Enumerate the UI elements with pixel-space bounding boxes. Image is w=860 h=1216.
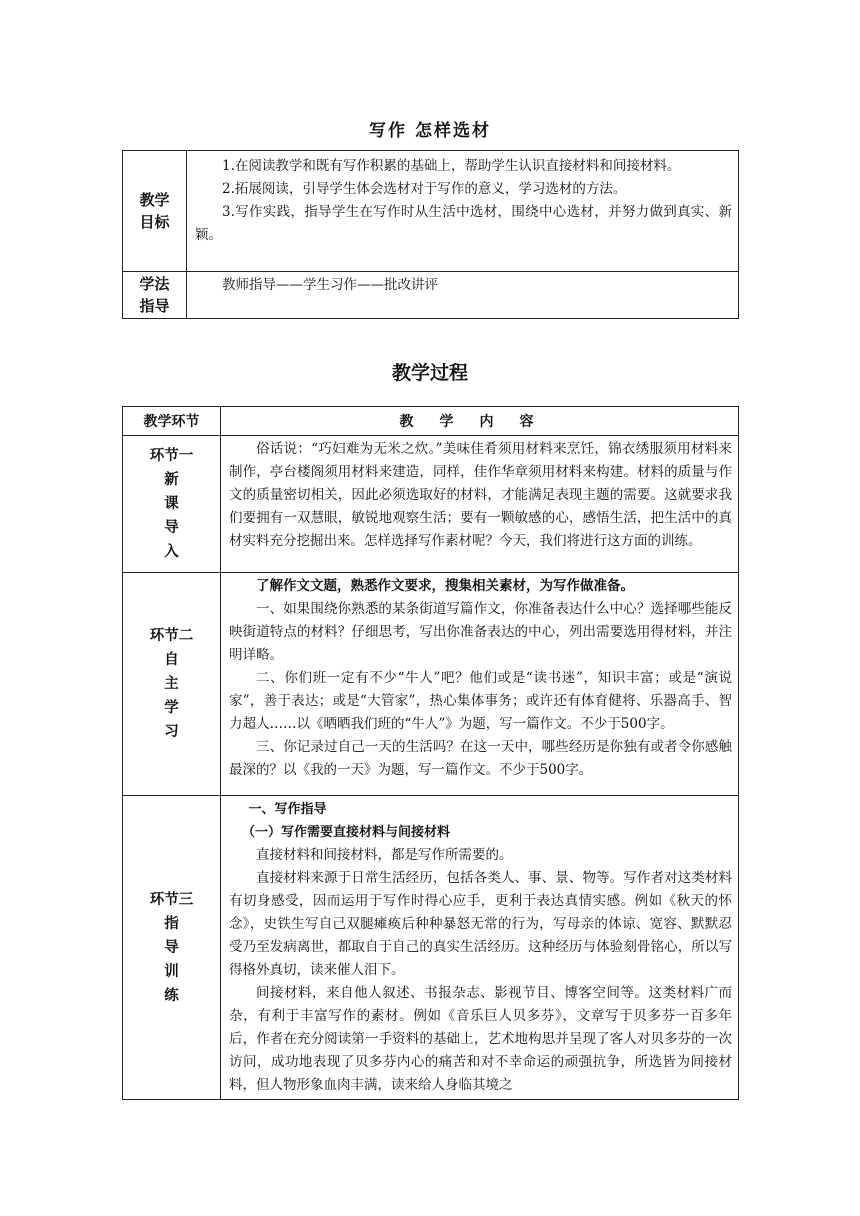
content-paragraph: 直接材料和间接材料，都是写作所需要的。 (256, 847, 513, 863)
content-paragraph: 直接材料来源于日常生活经历，包括各类人、事、景、物等。写作者对这类材料有切身感受，因而运用于写作时得心应手，更利于表达真情实感。例如《秋天的怀念》，史铁生写自己双腿瘫痪后种种暴怒无常的行为，写母亲的体谅、宽容、默默忍受乃至发病离世，都取自于自己的真实生活经历。这种经历与体验刻骨铭心，所以写得格外真切，读来催人泪下。 (229, 870, 732, 978)
stage-label-line: 环节一 (149, 448, 194, 464)
header-stage: 教学环节 (123, 407, 221, 436)
stage-lead: 了解作文文题，熟悉作文要求，搜集相关素材，为写作做准备。 (256, 578, 634, 594)
stage-label-line: 自 (164, 652, 179, 668)
stage-label-line: 入 (164, 544, 179, 560)
header-content-cell (221, 407, 739, 436)
stage-label-line: 训 (164, 963, 179, 980)
method-content (187, 272, 739, 319)
content-paragraph: 间接材料，来自他人叙述、书报杂志、影视节目、博客空间等。这类材料广而杂，有利于丰富写作的素材。例如《音乐巨人贝多芬》，文章写于贝多芬一百多年后，作者在充分阅读第一手资料的基础上，艺术地构思并呈现了客人对贝多芬的一次访问，成功地表现了贝多芬内心的痛苦和对不幸命运的顽强抗争，所选皆为间接材料，但人物形象血肉丰满，读来给人身临其境之 (229, 985, 732, 1093)
header-content: 教学内容 (399, 414, 560, 430)
objective-item: 2.拓展阅读，引导学生体会选材对于写作的意义，学习选材的方法。 (222, 181, 627, 197)
process-header-row (123, 407, 739, 436)
stage-label-cell (123, 436, 221, 573)
stage-content (221, 436, 739, 573)
content-paragraph: 一、如果围绕你熟悉的某条街道写篇作文，你准备表达什么中心？选择哪些能反映街道特点的材料？仔细思考，写出你准备表达的中心，列出需要选用得材料，并注明详略。 (229, 601, 732, 663)
stage-label-line: 学 (164, 700, 179, 716)
content-paragraph: 二、你们班一定有不少“牛人”吧？他们或是“读书迷”，知识丰富；或是“演说家”，善于表达；或是“大管家”，热心集体事务；或许还有体育健将、乐器高手、智力超人……以《晒晒我们班的“牛人”》为题，写一篇作文。不少于500字。 (229, 670, 732, 732)
stage-row-2 (123, 573, 739, 796)
stage-label-line: 导 (164, 939, 179, 956)
stage-label-cell (123, 573, 221, 796)
stage-label-line: 练 (164, 987, 179, 1004)
objectives-row (123, 151, 739, 272)
method-row (123, 272, 739, 319)
stage-label-line: 导 (164, 520, 179, 536)
stage-content (221, 796, 739, 1100)
stage-label-line: 环节二 (149, 628, 194, 644)
stage-label-line: 环节三 (149, 891, 194, 908)
content-paragraph: 俗话说：“巧妇难为无米之炊。”美味佳肴须用材料来烹饪，锦衣绣服须用材料来制作，亭台楼阁须用材料来建造，同样，佳作华章须用材料来构建。材料的质量与作文的质量密切相关，因此必须选取好的材料，才能满足表现主题的需要。这就要求我们要拥有一双慧眼，敏锐地观察生活；要有一颗敏感的心，感悟生活，把生活中的真材实料充分挖掘出来。怎样选择写作素材呢？今天，我们将进行这方面的训练。 (229, 441, 732, 549)
method-label-cell (123, 272, 187, 319)
stage-content (221, 573, 739, 796)
objectives-content (187, 151, 739, 272)
page-title: 写作 怎样选材 (369, 121, 491, 141)
stage-label-line: 习 (164, 724, 179, 740)
stage-label-line: 新 (164, 472, 179, 488)
stage-label-line: 课 (164, 496, 179, 512)
stage-label-line: 指 (164, 915, 179, 932)
process-title: 教学过程 (391, 362, 468, 384)
stage-label-line: 主 (164, 676, 179, 692)
objectives-table (122, 150, 739, 319)
subsection-heading: （一）写作需要直接材料与间接材料 (242, 825, 451, 840)
objectives-label-cell (123, 151, 187, 272)
method-label: 学法指导 (139, 275, 170, 315)
objective-item: 3.写作实践，指导学生在写作时从生活中选材，围绕中心选材，并努力做到真实、新颖。 (195, 204, 732, 243)
stage-row-1 (123, 436, 739, 573)
objective-item: 1.在阅读教学和既有写作积累的基础上，帮助学生认识直接材料和间接材料。 (222, 158, 681, 174)
content-paragraph: 三、你记录过自己一天的生活吗？在这一天中，哪些经历是你独有或者令你感触最深的？以《我的一天》为题，写一篇作文。不少于500字。 (229, 739, 732, 778)
objectives-label: 教学目标 (139, 191, 170, 231)
section-heading: 一、写作指导 (248, 802, 327, 817)
process-table (122, 406, 739, 1100)
stage-label-cell (123, 796, 221, 1100)
method-text: 教师指导——学生习作——批改讲评 (222, 277, 438, 293)
stage-row-3 (123, 796, 739, 1100)
